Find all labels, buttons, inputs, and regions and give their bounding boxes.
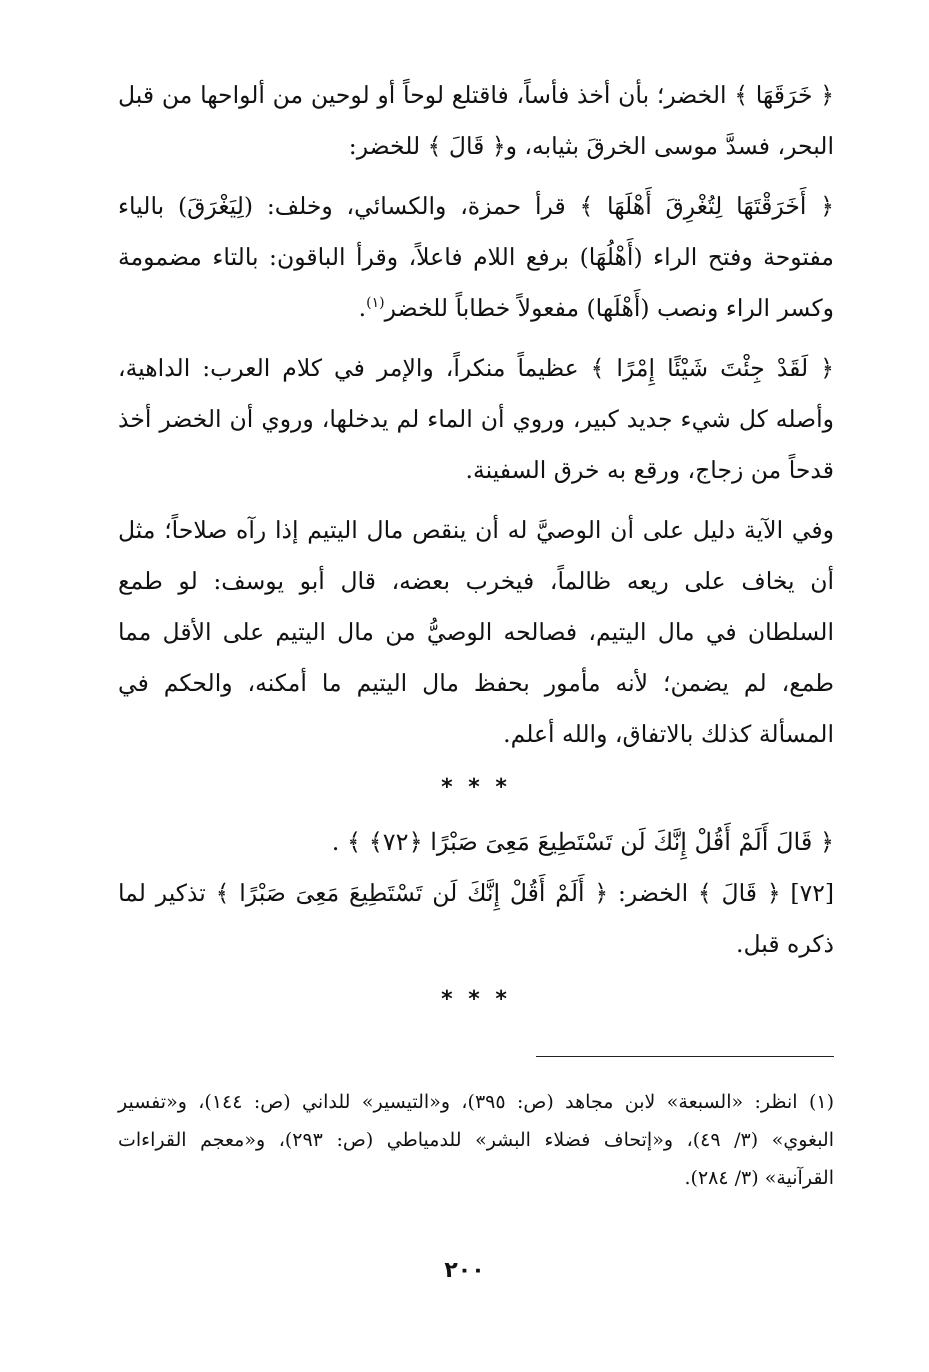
section-separator: * * *	[441, 775, 511, 800]
commentary-72: [٧٢] ﴿ قَالَ ﴾ الخضر: ﴿ أَلَمْ أَقُلْ إِنَّكَ لَن تَسْتَطِيعَ مَعِىَ صَبْرًا ﴾ تذكير لما ذكره قبل.	[118, 879, 835, 958]
page-number: ٢٠٠	[444, 1258, 485, 1283]
ayah-72: ﴿ قَالَ أَلَمْ أَقُلْ إِنَّكَ لَن تَسْتَطِيعَ مَعِىَ صَبْرًا ﴿٧٢﴾ ﴾ .	[331, 828, 834, 856]
paragraph-readings-end: .	[358, 294, 367, 322]
footnote-reference[interactable]: (١)	[366, 295, 385, 312]
paragraph-khidr-ship: ﴿ خَرَقَهَا ﴾ الخضر؛ بأن أخذ فأساً، فاقتلع لوحاً أو لوحين من ألواحها من قبل البحر، فسدَّ موسى الخرقَ بثيابه، و﴿ قَالَ ﴾ للخضر:	[118, 81, 834, 160]
footnotes	[118, 1083, 834, 1197]
section-separator-end: * * *	[441, 987, 511, 1012]
paragraph-orphan-ruling: وفي الآية دليل على أن الوصيَّ له أن ينقص مال اليتيم إذا رآه صلاحاً؛ مثل أن يخاف على ريعه ظالماً، فيخرب بعضه، قال أبو يوسف: لو طمع السلطان في مال اليتيم، فصالحه الوصيُّ من مال اليتيم على الأقل مما طمع، لم يضمن؛ لأنه مأمور بحفظ مال اليتيم ما أمكنه، والحكم في المسألة كذلك بالاتفاق، والله أعلم.	[118, 516, 834, 748]
paragraph-imr: ﴿ لَقَدْ جِئْتَ شَيْئًا إِمْرًا ﴾ عظيماً منكراً، والإمر في كلام العرب: الداهية، وأصله كل شيء جديد كبير، وروي أن الماء لم يدخلها، وروي أن الخضر أخذ قدحاً من زجاج، ورقع به خرق السفينة.	[118, 354, 834, 484]
footnote-1: (١) انظر: «السبعة» لابن مجاهد (ص: ٣٩٥)، و«التيسير» للداني (ص: ١٤٤)، و«تفسير البغوي» (٣/ ٤٩)، و«إتحاف فضلاء البشر» للدمياطي (ص: ٢٩٣)، و«معجم القراءات القرآنية» (٣/ ٢٨٤).	[118, 1091, 835, 1189]
paragraph-readings	[118, 181, 834, 334]
footnote-divider	[536, 1056, 834, 1057]
page-content	[118, 70, 834, 1197]
paragraph-readings-text: ﴿ أَخَرَقْتَهَا لِتُغْرِقَ أَهْلَهَا ﴾ قرأ حمزة، والكسائي، وخلف: (لِيَغْرَقَ) بالياء مفتوحة وفتح الراء (أَهْلُهَا) برفع اللام فاعلاً، وقرأ الباقون: بالتاء مضمومة وكسر الراء ونصب (أَهْلَها) مفعولاً خطاباً للخضر	[118, 192, 834, 322]
